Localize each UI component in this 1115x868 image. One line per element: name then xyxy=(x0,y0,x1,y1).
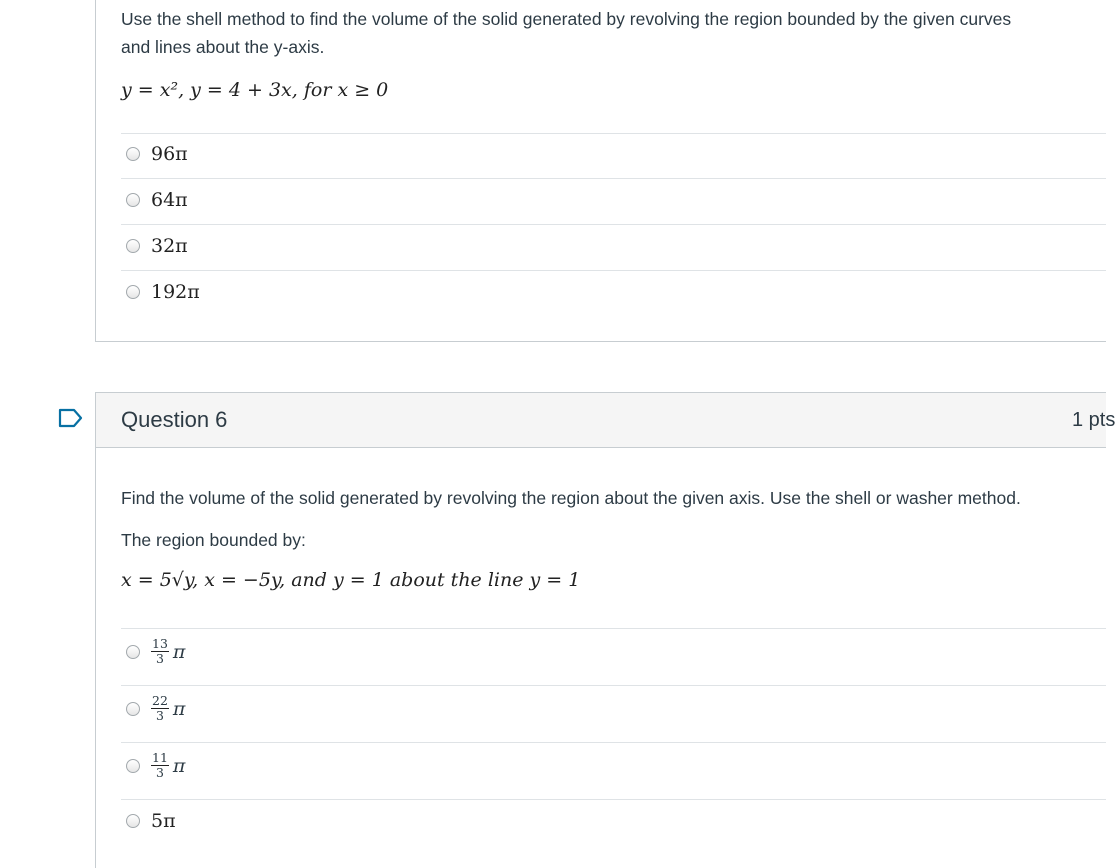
answer-label: 192π xyxy=(151,281,200,303)
answer-option-q6-1[interactable] xyxy=(126,638,185,665)
fraction xyxy=(151,752,169,779)
pi-symbol: π xyxy=(172,640,186,663)
question-5-equation xyxy=(121,79,388,101)
answer-option-q5-3[interactable] xyxy=(126,235,188,257)
question-6-equation-text: x = 5√y, x = −5y, and y = 1 about the line y = 1 xyxy=(121,569,581,591)
question-5-panel xyxy=(95,0,1106,342)
flag-question-icon[interactable] xyxy=(58,408,84,433)
answer-option-q6-4[interactable] xyxy=(126,810,176,832)
radio-button[interactable] xyxy=(126,285,140,299)
question-5-prompt-line1: Use the shell method to find the volume of the solid generated by revolving the region bounded by the given curves xyxy=(121,9,1012,29)
radio-button[interactable] xyxy=(126,147,140,161)
pi-symbol: π xyxy=(172,754,186,777)
answer-option-q6-3[interactable] xyxy=(126,752,185,779)
radio-button[interactable] xyxy=(126,193,140,207)
answer-label: 96π xyxy=(151,143,188,165)
question-points: 1 pts xyxy=(1072,409,1115,431)
fraction-denominator: 3 xyxy=(155,708,164,723)
answer-divider xyxy=(121,628,1106,629)
answer-divider xyxy=(121,224,1106,225)
radio-button[interactable] xyxy=(126,702,140,716)
pi-symbol: π xyxy=(172,697,186,720)
question-6-subprompt: The region bounded by: xyxy=(121,530,306,550)
fraction xyxy=(151,638,169,665)
question-6-panel xyxy=(95,447,1106,868)
answer-label: 64π xyxy=(151,189,188,211)
fraction-numerator: 22 xyxy=(152,693,168,708)
answer-label: 5π xyxy=(151,810,176,832)
answer-option-q5-4[interactable] xyxy=(126,281,200,303)
answer-divider xyxy=(121,270,1106,271)
answer-divider xyxy=(121,685,1106,686)
fraction xyxy=(151,695,169,722)
fraction-denominator: 3 xyxy=(155,765,164,780)
answer-divider xyxy=(121,178,1106,179)
bookmark-flag-icon xyxy=(58,408,84,428)
answer-label: 32π xyxy=(151,235,188,257)
radio-button[interactable] xyxy=(126,759,140,773)
answer-divider xyxy=(121,133,1106,134)
question-5-prompt-line2: and lines about the y-axis. xyxy=(121,37,325,57)
fraction-numerator: 11 xyxy=(152,750,168,765)
radio-button[interactable] xyxy=(126,645,140,659)
question-6-equation xyxy=(121,569,580,591)
question-title: Question 6 xyxy=(121,407,228,432)
answer-divider xyxy=(121,799,1106,800)
answer-option-q5-2[interactable] xyxy=(126,189,188,211)
radio-button[interactable] xyxy=(126,814,140,828)
radio-button[interactable] xyxy=(126,239,140,253)
fraction-denominator: 3 xyxy=(155,651,164,666)
answer-option-q5-1[interactable] xyxy=(126,143,188,165)
answer-option-q6-2[interactable] xyxy=(126,695,185,722)
question-6-header xyxy=(95,392,1115,448)
fraction-numerator: 13 xyxy=(152,636,168,651)
answer-divider xyxy=(121,742,1106,743)
question-6-prompt: Find the volume of the solid generated by revolving the region about the given axis. Use the shell or washer method. xyxy=(121,488,1021,508)
question-5-equation-text: y = x², y = 4 + 3x, for x ≥ 0 xyxy=(121,79,389,101)
